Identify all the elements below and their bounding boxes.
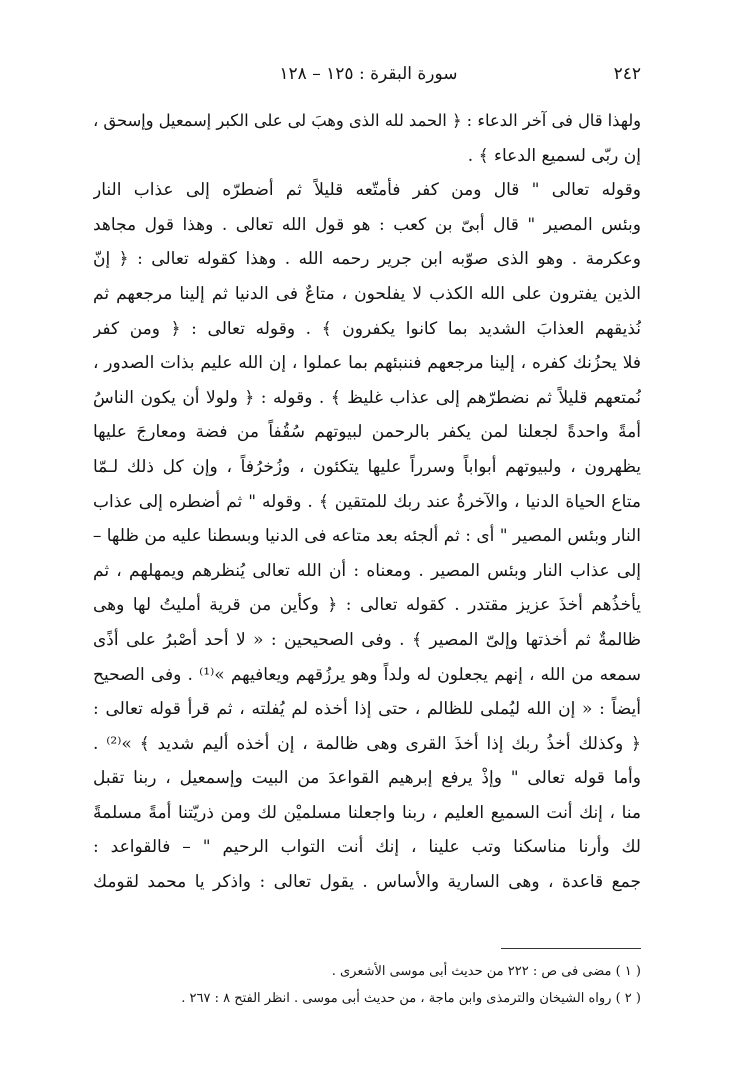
text-line: وعكرمة . وهو الذى صوّبه ابن جرير رحمه الله . وهذا كقوله تعالى : ﴿ إنّ: [93, 249, 641, 270]
text-line: ولهذا قال فى آخر الدعاء : ﴿ الحمد لله الذى وهبَ لى على الكبر إسمعيل وإسحق ،: [93, 111, 641, 130]
footnote-divider: [501, 948, 641, 949]
text-line: وبئس المصير " قال أبىّ بن كعب : هو قول الله تعالى . وهذا قول مجاهد: [93, 214, 641, 235]
text-line: يظهرون ، ولبيوتهم أبواباً وسرراً عليها يتكئون ، وزُخرُفاً ، وإن كل ذلك لـمّا: [93, 456, 641, 477]
text-line: ظالمةٌ ثم أخذتها وإلىّ المصير ﴾ . وفى الصحيحين : « لا أحد أصْبرُ على أذًى: [93, 629, 641, 650]
text-line: نُذيقهم العذابَ الشديد بما كانوا يكفرون ﴾ . وقوله تعالى : ﴿ ومن كفر: [93, 318, 641, 339]
text-line: جمع قاعدة ، وهى السارية والأساس . يقول تعالى : واذكر يا محمد لقومك: [93, 872, 641, 893]
text-line: النار وبئس المصير " أى : ثم ألجئه بعد متاعه فى الدنيا وبسطنا عليه من ظلها –: [93, 526, 641, 547]
text-line: متاع الحياة الدنيا ، والآخرةُ عند ربك للمتقين ﴾ . وقوله " ثم أضطره إلى عذاب: [93, 491, 641, 512]
text-line: يأخذُهم أخذَ عزيز مقتدر . كقوله تعالى : ﴿ وكأين من قرية أمليتُ لها وهى: [93, 595, 641, 616]
text-line: نُمتعهم قليلاً ثم نضطرّهم إلى عذاب غليظ ﴾ . وقوله : ﴿ ولولا أن يكون الناسُ: [93, 387, 641, 408]
text-line: ﴿ وكذلك أخذُ ربك إذا أخذَ القرى وهى ظالمة ، إن أخذه أليم شديد ﴾ »⁽²⁾ .: [93, 733, 641, 754]
footnote: ( ٢ ) رواه الشيخان والترمذى وابن ماجة ، من حديث أبى موسى . انظر الفتح ٨ : ٢٦٧ .: [181, 991, 641, 1006]
text-line: إلى عذاب النار وبئس المصير . ومعناه : أن الله تعالى يُنظرهم ويمهلهم ، ثم: [93, 560, 641, 581]
text-line: أيضاً : « إن الله ليُملى للظالم ، حتى إذا أخذه لم يُفلته ، ثم قرأ قوله تعالى :: [93, 699, 641, 720]
text-line: الذين يفترون على الله الكذب لا يفلحون ، متاعٌ فى الدنيا ثم إلينا مرجعهم ثم: [93, 283, 641, 304]
text-line: فلا يحزُنك كفره ، إلينا مرجعهم فننبئهم بما عملوا ، إن الله عليم بذات الصدور ،: [93, 353, 641, 374]
running-title: سورة البقرة : ١٢٥ – ١٢٨: [279, 64, 458, 84]
footnote: ( ١ ) مضى فى ص : ٢٢٢ من حديث أبى موسى الأشعرى .: [331, 964, 641, 979]
footnotes: [93, 958, 641, 1012]
body-text: [93, 104, 641, 900]
page-header: [96, 64, 641, 92]
text-line: أمةً واحدةً لجعلنا لمن يكفر بالرحمن لبيوتهم سُقُفاً من فضة ومعارجَ عليها: [93, 422, 641, 443]
page-number: ٢٤٢: [613, 64, 641, 84]
text-line: سمعه من الله ، إنهم يجعلون له ولداً وهو يرزُقهم ويعافيهم »⁽¹⁾ . وفى الصحيح: [93, 664, 641, 685]
text-line: وأما قوله تعالى " وإذْ يرفع إبرهيم القواعدَ من البيت وإسمعيل ، ربنا تقبل: [93, 768, 641, 789]
text-line: إن ربّى لسميع الدعاء ﴾ .: [467, 145, 641, 166]
text-line: وقوله تعالى " قال ومن كفر فأمتّعه قليلاً ثم أضطرّه إلى عذاب النار: [93, 180, 641, 201]
text-line: لك وأرنا مناسكنا وتب علينا ، إنك أنت التواب الرحيم " – فالقواعد :: [93, 837, 641, 858]
text-line: منا ، إنك أنت السميع العليم ، ربنا واجعلنا مسلميْن لك ومن ذريّتنا أمةً مسلمةً: [93, 802, 641, 823]
